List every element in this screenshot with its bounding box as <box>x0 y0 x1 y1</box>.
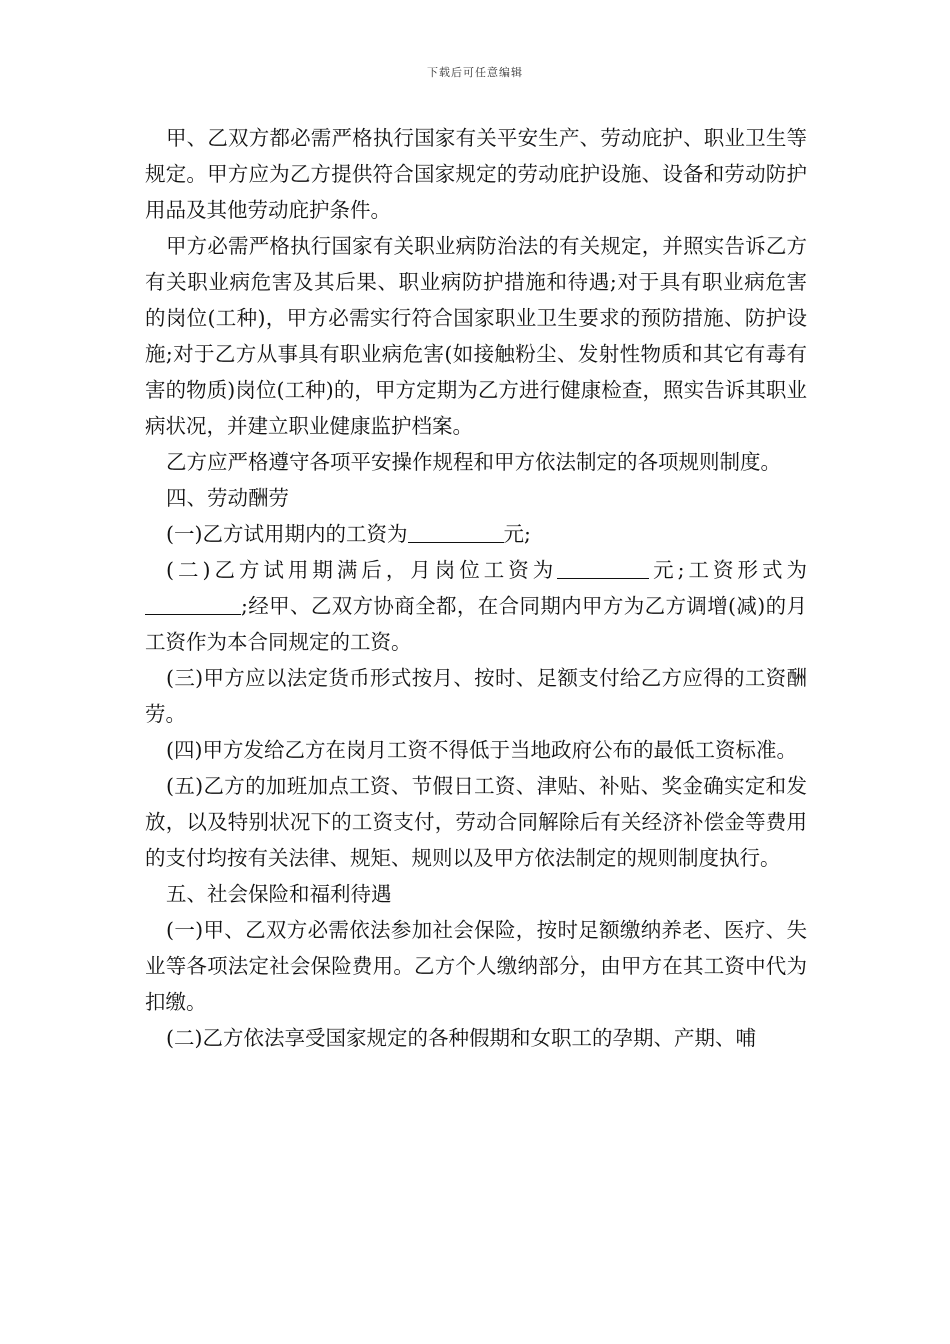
probation-wage-blank <box>408 522 504 543</box>
wage-adjust-text: ;经甲、乙双方协商全都，在合同期内甲方为乙方调增(减)的月工资作为本合同规定的工资。 <box>145 594 807 654</box>
paragraph-minimum-wage: (四)甲方发给乙方在岗月工资不得低于当地政府公布的最低工资标准。 <box>166 738 797 762</box>
section-heading-labor-pay: 四、劳动酬劳 <box>166 486 289 510</box>
section-heading-social-insurance: 五、社会保险和福利待遇 <box>166 882 392 906</box>
paragraph-leave-benefits: (二)乙方依法享受国家规定的各种假期和女职工的孕期、产期、哺 <box>166 1026 756 1050</box>
paragraph-post-wage <box>145 552 807 660</box>
probation-wage-text: (一)乙方试用期内的工资为 <box>166 522 408 546</box>
paragraph-payment-method: (三)甲方应以法定货币形式按月、按时、足额支付给乙方应得的工资酬劳。 <box>145 666 807 726</box>
paragraph-probation-wage <box>145 516 807 552</box>
wage-form-blank <box>145 594 241 615</box>
document-body <box>145 120 807 1056</box>
page-header: 下载后可任意编辑 <box>427 66 523 79</box>
paragraph-social-insurance: (一)甲、乙双方必需依法参加社会保险，按时足额缴纳养老、医疗、失业等各项法定社会保险费用。乙方个人缴纳部分，由甲方在其工资中代为扣缴。 <box>145 918 807 1014</box>
post-wage-text: (二)乙方试用期满后，月岗位工资为 <box>166 558 558 582</box>
paragraph-overtime-pay: (五)乙方的加班加点工资、节假日工资、津贴、补贴、奖金确实定和发放，以及特别状况下的工资支付，劳动合同解除后有关经济补偿金等费用的支付均按有关法律、规矩、规则以及甲方依法制定的规则制度执行。 <box>145 774 807 870</box>
paragraph-rules-compliance: 乙方应严格遵守各项平安操作规程和甲方依法制定的各项规则制度。 <box>166 450 781 474</box>
probation-wage-unit: 元; <box>503 522 531 546</box>
paragraph-safety: 甲、乙双方都必需严格执行国家有关平安生产、劳动庇护、职业卫生等规定。甲方应为乙方提供符合国家规定的劳动庇护设施、设备和劳动防护用品及其他劳动庇护条件。 <box>145 126 807 222</box>
post-wage-blank <box>557 558 649 579</box>
paragraph-occupational-disease: 甲方必需严格执行国家有关职业病防治法的有关规定，并照实告诉乙方有关职业病危害及其后果、职业病防护措施和待遇;对于具有职业病危害的岗位(工种)，甲方必需实行符合国家职业卫生要求的预防措施、防护设施;对于乙方从事具有职业病危害(如接触粉尘、发射性物质和其它有毒有害的物质)岗位(工种)的，甲方定期为乙方进行健康检查，照实告诉其职业病状况，并建立职业健康监护档案。 <box>145 234 807 438</box>
wage-form-text: 元;工资形式为 <box>649 558 807 582</box>
